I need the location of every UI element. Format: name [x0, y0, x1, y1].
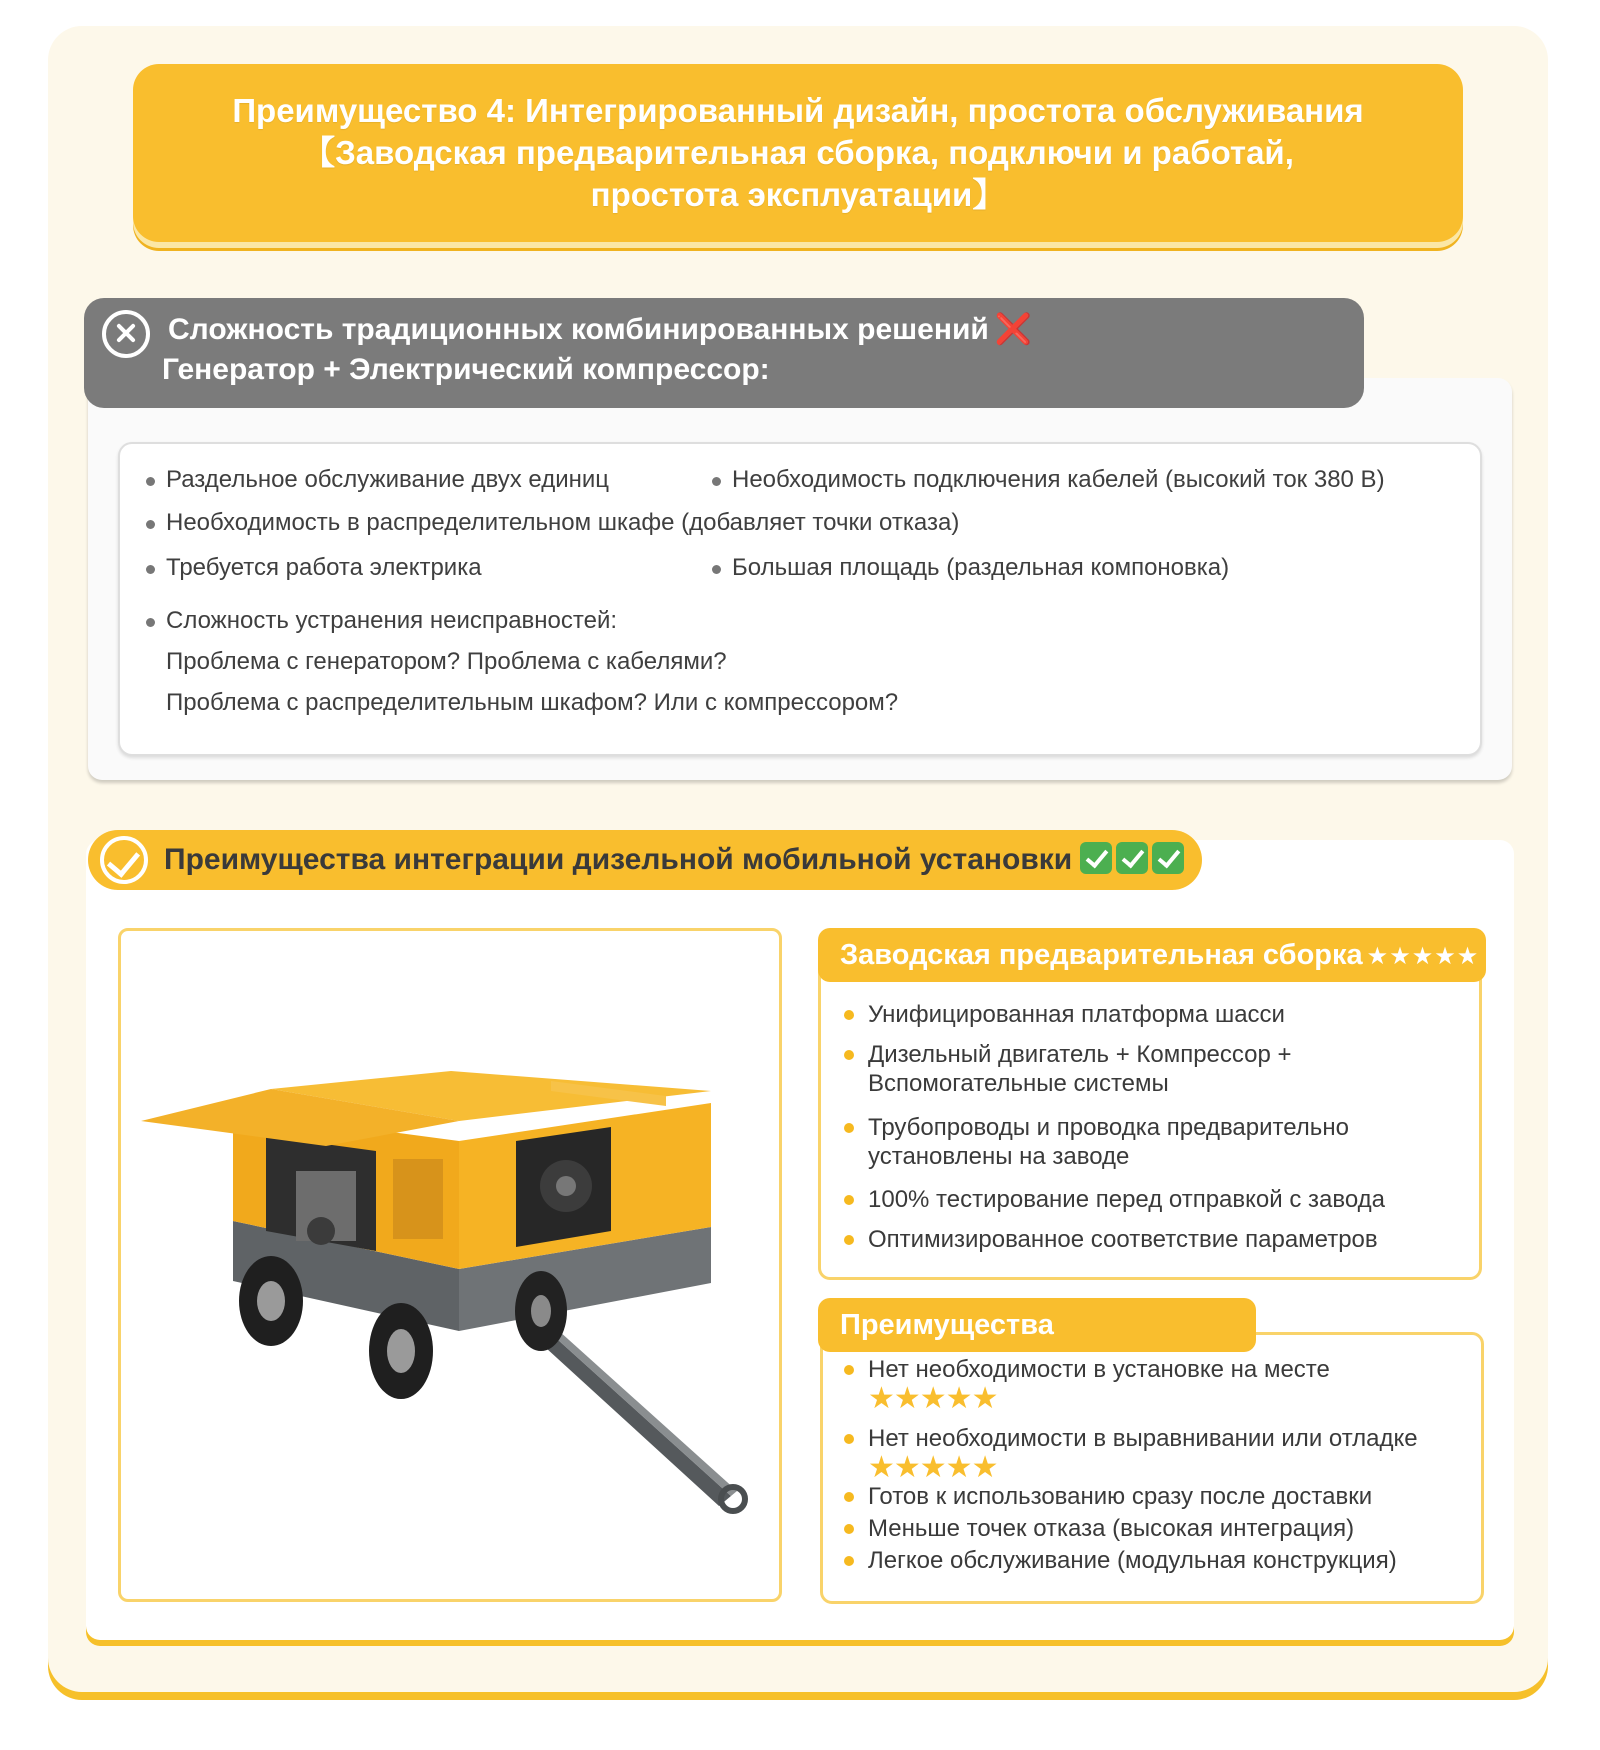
title-line-1: Преимущество 4: Интегрированный дизайн, простота обслуживания	[232, 92, 1364, 129]
product-image-frame	[118, 928, 782, 1602]
list-item: Большая площадь (раздельная компоновка)	[732, 554, 1230, 581]
list-item: Требуется работа электрика	[166, 554, 482, 581]
list-item: Легкое обслуживание (модульная конструкция)	[868, 1546, 1468, 1575]
list-item-continued: Проблема с генератором? Проблема с кабелями?	[166, 648, 727, 675]
advantages-heading: Преимущества	[840, 1309, 1054, 1341]
diesel-compressor-trailer-image	[121, 931, 779, 1599]
list-item: Унифицированная платформа шасси	[868, 1000, 1468, 1029]
list-item: Раздельное обслуживание двух единиц	[166, 466, 610, 493]
check-marks	[1080, 843, 1188, 876]
list-item: Оптимизированное соответствие параметров	[868, 1225, 1468, 1254]
list-item: Нет необходимости в выравнивании или отладке ★★★★★	[868, 1424, 1468, 1483]
list-item: 100% тестирование перед отправкой с завода	[868, 1185, 1468, 1214]
title-banner	[133, 64, 1463, 242]
list-item: Необходимость в распределительном шкафе (добавляет точки отказа)	[166, 509, 960, 536]
integrated-header	[88, 830, 1202, 890]
x-circle-icon	[102, 310, 150, 358]
check-box-icon	[1152, 842, 1184, 874]
list-item: Необходимость подключения кабелей (высокий ток 380 В)	[732, 466, 1385, 493]
advantages-header	[818, 1298, 1256, 1352]
traditional-subheading: Генератор + Электрический компрессор:	[162, 353, 770, 386]
list-item-continued: Проблема с распределительным шкафом? Или с компрессором?	[166, 689, 899, 716]
traditional-heading: Сложность традиционных комбинированных решений ❌	[168, 313, 1033, 346]
list-item: Сложность устранения неисправностей:	[166, 607, 618, 634]
prebuild-heading: Заводская предварительная сборка ★★★★★	[840, 939, 1480, 971]
integrated-heading: Преимущества интеграции дизельной мобильной установки	[164, 840, 1188, 880]
title-line-3: простота эксплуатации】	[590, 176, 1006, 213]
list-item: Меньше точек отказа (высокая интеграция)	[868, 1514, 1468, 1543]
check-box-icon	[1080, 842, 1112, 874]
check-box-icon	[1116, 842, 1148, 874]
page-title	[198, 90, 1398, 216]
list-item: Дизельный двигатель + Компрессор + Вспомогательные системы	[868, 1040, 1388, 1098]
cross-mark-icon: ❌	[994, 313, 1033, 346]
list-item: Нет необходимости в установке на месте ★★★★★	[868, 1355, 1468, 1414]
title-line-2: 【Заводская предварительная сборка, подключи и работай,	[302, 134, 1294, 171]
list-item: Трубопроводы и проводка предварительно установлены на заводе	[868, 1113, 1428, 1171]
rating-stars-icon: ★★★★★	[1366, 943, 1480, 970]
prebuild-header	[818, 928, 1486, 982]
rating-stars-icon: ★★★★★	[868, 1451, 998, 1484]
traditional-header	[84, 298, 1364, 408]
check-circle-icon	[100, 836, 148, 884]
rating-stars-icon: ★★★★★	[868, 1382, 998, 1415]
list-item: Готов к использованию сразу после доставки	[868, 1482, 1468, 1511]
